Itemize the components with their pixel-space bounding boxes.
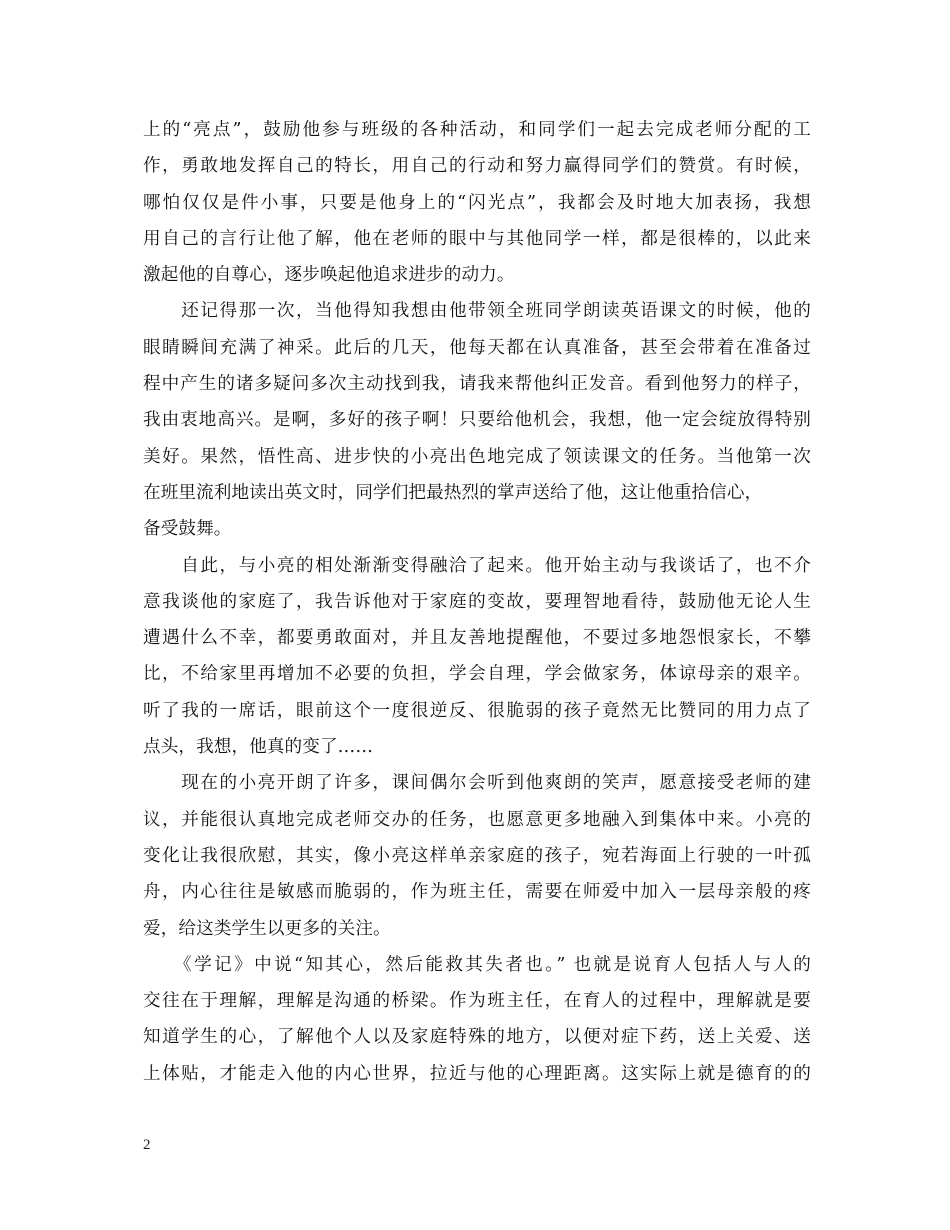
text-line: 上的“亮点”，鼓励他参与班级的各种活动，和同学们一起去完成老师分配的工 [143,120,811,140]
text-line: 舟，内心往往是敏感而脆弱的，作为班主任，需要在师爱中加入一层母亲般的疼 [143,882,811,903]
text-line: 上体贴，才能走入他的内心世界，拉近与他的心理距离。这实际上就是德育的的 [143,1063,811,1084]
text-line: 爱，给这类学生以更多的关注。 [143,918,391,939]
text-line: 美好。果然，悟性高、进步快的小亮出色地完成了领读课文的任务。当他第一次 [143,446,811,467]
text-line: 自此，与小亮的相处渐渐变得融洽了起来。他开始主动与我谈话了，也不介 [143,555,811,576]
text-line: 遭遇什么不幸，都要勇敢面对，并且友善地提醒他，不要过多地怨恨家长，不攀 [143,628,811,649]
text-line: 还记得那一次，当他得知我想由他带领全班同学朗读英语课文的时候，他的 [143,301,811,322]
text-line: 我由衷地高兴。是啊，多好的孩子啊！只要给他机会，我想，他一定会绽放得特别 [143,410,811,431]
body-text [143,112,811,1092]
text-line: 在班里流利地读出英文时，同学们把最热烈的掌声送给了他，这让他重拾信心， [143,482,763,503]
text-line: 变化让我很欣慰，其实，像小亮这样单亲家庭的孩子，宛若海面上行驶的一叶孤 [143,845,811,866]
text-line: 作，勇敢地发挥自己的特长，用自己的行动和努力赢得同学们的赞赏。有时候， [143,156,811,177]
text-line: 交往在于理解，理解是沟通的桥梁。作为班主任，在育人的过程中，理解就是要 [143,991,811,1012]
page-number: 2 [143,1137,151,1153]
text-line: 备受鼓舞。 [143,519,232,540]
text-line: 哪怕仅仅是件小事，只要是他身上的“闪光点”，我都会及时地大加表扬，我想 [143,192,811,213]
text-line: 用自己的言行让他了解，他在老师的眼中与其他同学一样，都是很棒的，以此来 [143,228,811,249]
text-line: 比，不给家里再增加不必要的负担，学会自理，学会做家务，体谅母亲的艰辛。 [143,664,811,685]
text-line: 意我谈他的家庭了，我告诉他对于家庭的变故，要理智地看待，鼓励他无论人生 [143,591,811,612]
text-line: 激起他的自尊心，逐步唤起他追求进步的动力。 [143,265,515,286]
text-line: 眼睛瞬间充满了神采。此后的几天，他每天都在认真准备，甚至会带着在准备过 [143,337,811,358]
text-line: 点头，我想，他真的变了…… [143,737,374,758]
text-line: 议，并能很认真地完成老师交办的任务，也愿意更多地融入到集体中来。小亮的 [143,809,811,830]
text-line: 现在的小亮开朗了许多，课间偶尔会听到他爽朗的笑声，愿意接受老师的建 [143,773,811,794]
text-line: 程中产生的诸多疑问多次主动找到我，请我来帮他纠正发音。看到他努力的样子， [143,374,811,395]
text-line: 知道学生的心，了解他个人以及家庭特殊的地方，以便对症下药，送上关爱、送 [143,1027,811,1048]
text-line: 《学记》中说“知其心，然后能救其失者也。” 也就是说育人包括人与人的 [143,954,811,975]
text-line: 听了我的一席话，眼前这个一度很逆反、很脆弱的孩子竟然无比赞同的用力点了 [143,700,811,721]
